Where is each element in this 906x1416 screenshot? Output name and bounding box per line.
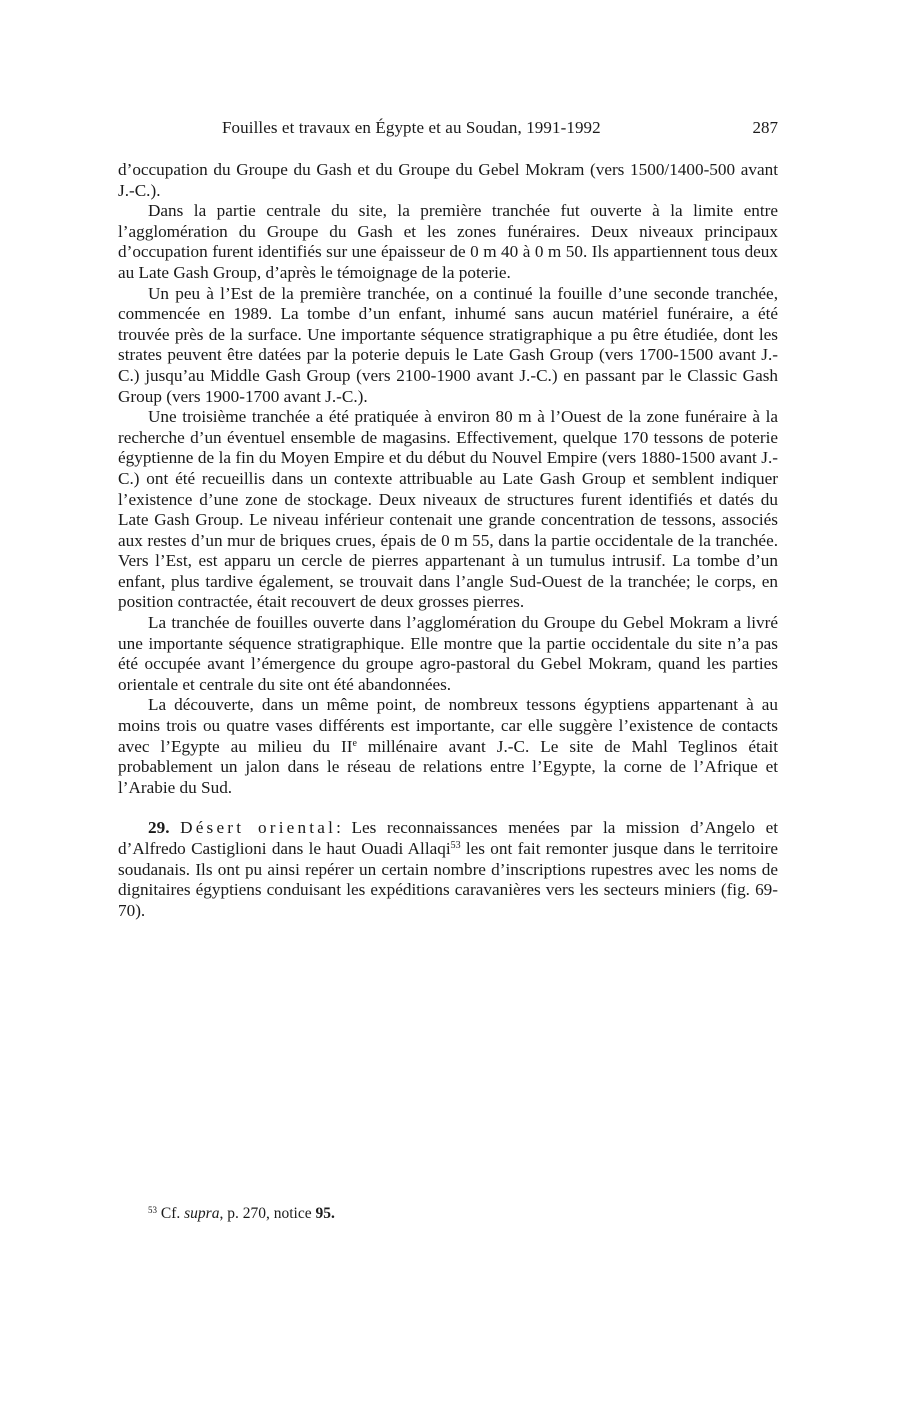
footnote-mark: 53: [148, 1205, 157, 1215]
section-29-paragraph: [118, 818, 778, 921]
footnote-text: , p. 270, notice: [219, 1205, 316, 1222]
footnote-reference: 53: [450, 840, 461, 851]
section-title: Désert oriental: [180, 818, 337, 838]
section-colon: :: [336, 818, 341, 838]
running-title: Fouilles et travaux en Égypte et au Soudan, 1991-1992: [222, 118, 601, 137]
paragraph-gebel-mokram-trench: La tranchée de fouilles ouverte dans l’agglomération du Groupe du Gebel Mokram a livré une importante séquence stratigraphique. Elle montre que la partie occidentale du site n’a pas été occupée avant l’émergence du groupe agro-pastoral du Gebel Mokram, quand les parties orientale et centrale du site ont été abandonnées.: [118, 613, 778, 694]
paragraph-egyptian-sherds: [118, 695, 778, 798]
text-run: La découverte, dans un même point, de nombreux tessons égyptiens appartenant à au moins trois ou quatre vases différents est importante, car elle suggère l’existence de contacts avec l’Egypte au milieu du II: [118, 695, 778, 756]
running-header: [118, 116, 778, 140]
footnote-cf: Cf.: [160, 1205, 181, 1222]
footnote-supra: supra: [184, 1205, 220, 1222]
text-run: millénaire avant J.-C. Le site de Mahl Teglinos était probablement un jalon dans le réseau de relations entre l’Egypte, la corne de l’Afrique et l’Arabie du Sud.: [118, 736, 778, 797]
millennium-superscript: e: [352, 737, 357, 749]
text-run: les ont fait remonter jusque dans le territoire soudanais. Ils ont pu ainsi repérer un certain nombre d’inscriptions rupestres avec les noms de dignitaires égyptiens conduisant les expéditions caravanières vers les secteurs miniers (fig. 69-70).: [118, 839, 778, 920]
text-run: Les reconnaissances menées par la mission d’Angelo et d’Alfredo Castiglioni dans le haut Ouadi Allaqi: [118, 818, 779, 858]
section-number: 29.: [148, 818, 170, 838]
paragraph-third-trench: Une troisième tranchée a été pratiquée à environ 80 m à l’Ouest de la zone funéraire à la recherche d’un éventuel ensemble de magasins. Effectivement, quelque 170 tessons de poterie égyptienne de la fin du Moyen Empire et du début du Nouvel Empire (vers 1880-1500 avant J.-C.) ont été recueillis dans un contexte attribuable au Late Gash Group et semblent indiquer l’existence d’une zone de stockage. Deux niveaux de structures furent identifiés et datés du Late Gash Group. Le niveau inférieur contenait une grande concentration de tessons, associés aux restes d’un mur de briques crues, épais de 0 m 55, dans la partie occidentale de la tranchée. Vers l’Est, est apparu un cercle de pierres appartenant à un tumulus intrusif. La tombe d’un enfant, plus tardive également, se trouvait dans l’angle Sud-Ouest de la tranchée; le corps, en position contractée, était recouvert de deux grosses pierres.: [118, 407, 778, 612]
paragraph-continuation: d’occupation du Groupe du Gash et du Groupe du Gebel Mokram (vers 1500/1400-500 avant J.-C.).: [118, 160, 778, 200]
footnote-notice-number: 95.: [315, 1205, 335, 1222]
body-text: [118, 160, 778, 921]
paragraph-first-trench: Dans la partie centrale du site, la première tranchée fut ouverte à la limite entre l’agglomération du Groupe du Gash et les zones funéraires. Deux niveaux principaux d’occupation furent identifiés sur une épaisseur de 0 m 40 à 0 m 50. Ils appartiennent tous deux au Late Gash Group, d’après le témoignage de la poterie.: [118, 201, 778, 282]
footnote: [148, 1204, 748, 1224]
paragraph-second-trench: Un peu à l’Est de la première tranchée, on a continué la fouille d’une seconde tranchée, commencée en 1989. La tombe d’un enfant, inhumé sans aucun matériel funéraire, a été trouvée près de la surface. Une importante séquence stratigraphique a pu être étudiée, dont les strates peuvent être datées par la poterie depuis le Late Gash Group (vers 1700-1500 avant J.-C.) jusqu’au Middle Gash Group (vers 2100-1900 avant J.-C.) en passant par le Classic Gash Group (vers 1900-1700 avant J.-C.).: [118, 283, 778, 406]
page-number: 287: [752, 118, 778, 137]
